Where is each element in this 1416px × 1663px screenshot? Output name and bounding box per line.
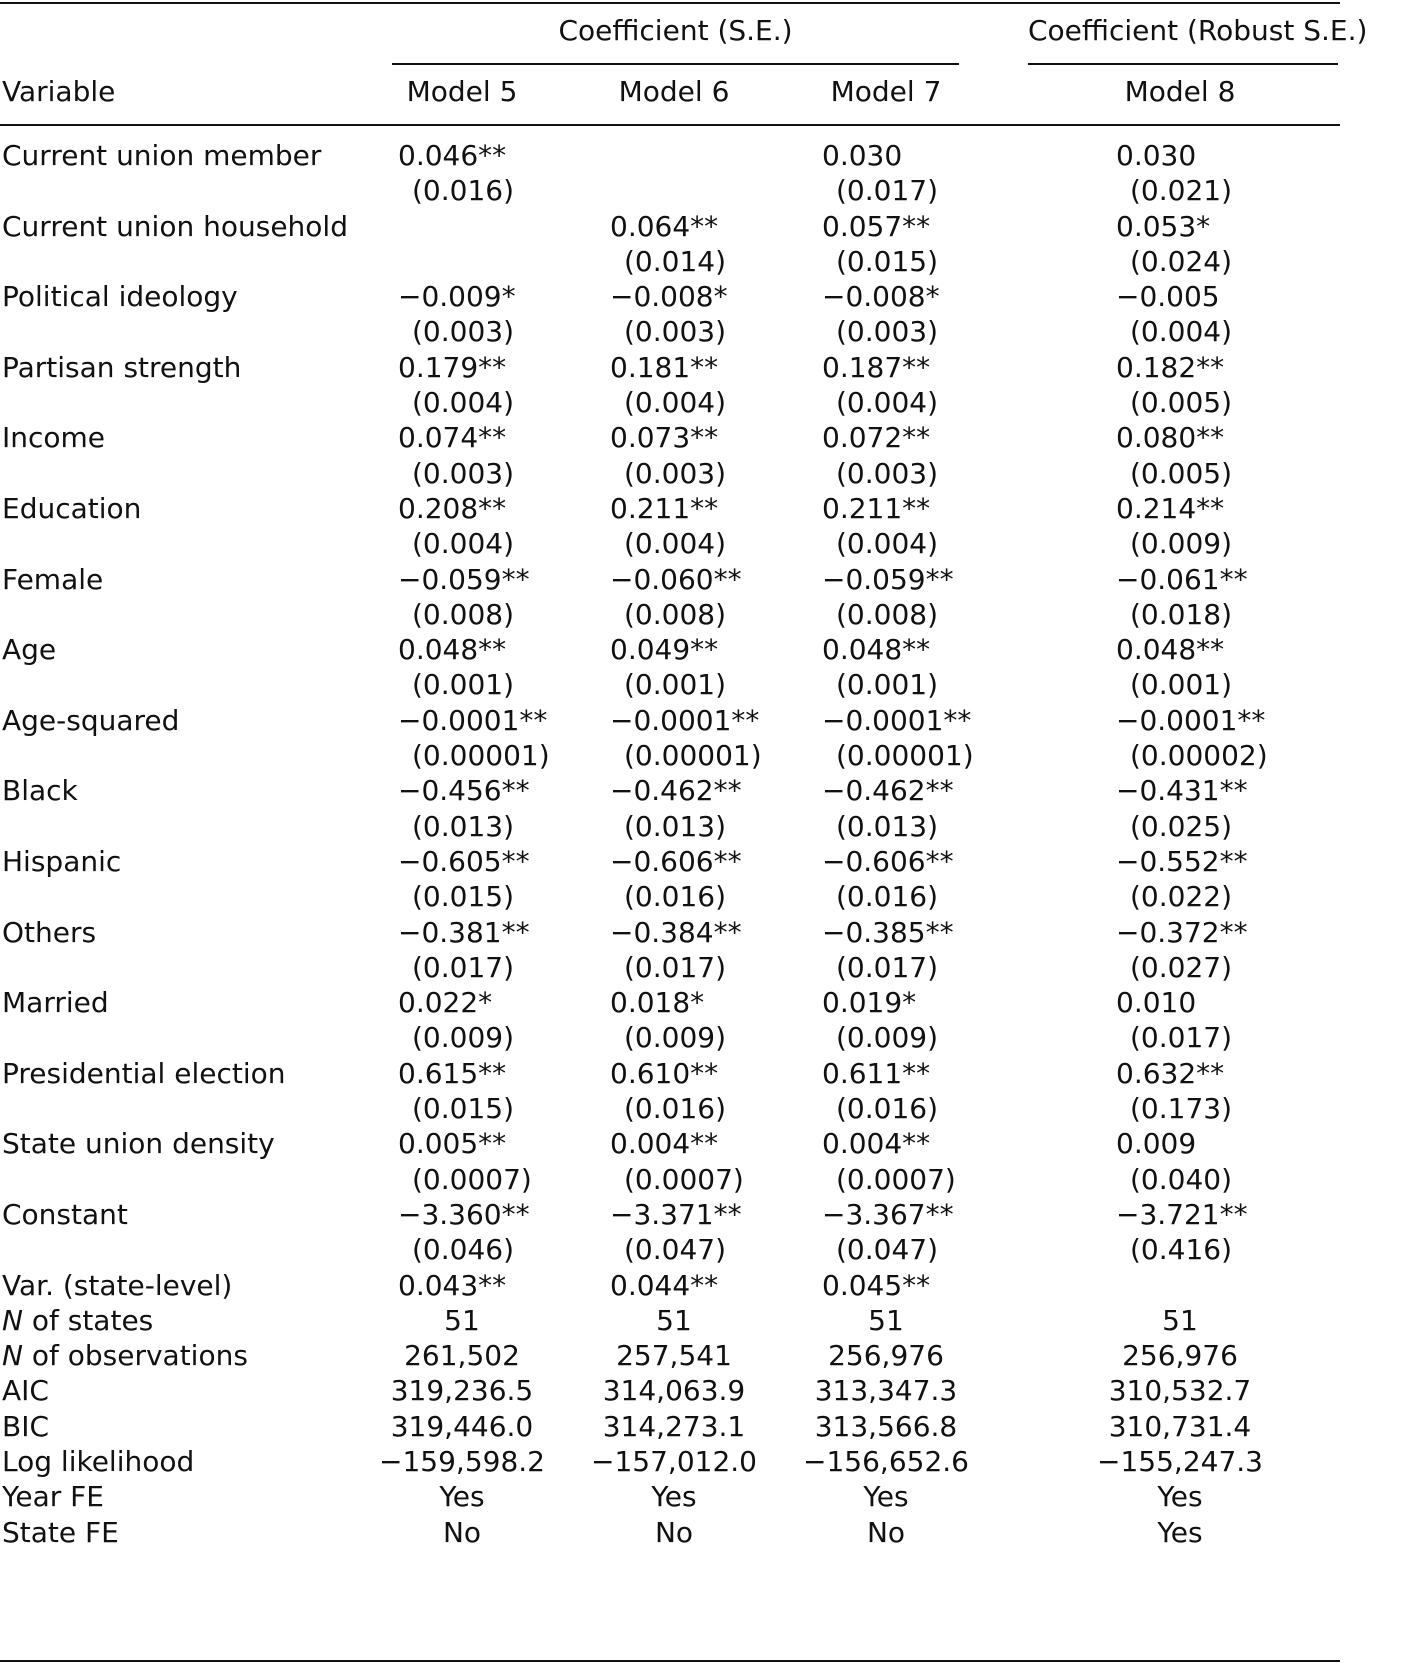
statistic-value: Yes <box>1157 1515 1203 1549</box>
statistic-label: N of states <box>2 1303 154 1337</box>
standard-error-cell: (0.00001) <box>412 739 550 773</box>
coefficient-cell: −0.456** <box>398 774 530 808</box>
coefficient-line <box>0 1197 1340 1232</box>
coefficient-line <box>0 844 1340 879</box>
standard-error-cell: (0.004) <box>412 386 515 420</box>
standard-error-cell: (0.018) <box>1130 597 1233 631</box>
standard-error-cell: (0.016) <box>836 1092 939 1126</box>
variable-label: Black <box>2 774 78 808</box>
standard-error-line <box>0 879 1340 914</box>
table-row <box>0 420 1340 491</box>
standard-error-cell: (0.004) <box>1130 315 1233 349</box>
coefficient-cell: 0.030 <box>1116 139 1197 172</box>
standard-error-cell: (0.013) <box>624 809 727 843</box>
variable-label: Married <box>2 986 109 1020</box>
coefficient-cell: −0.462** <box>822 774 954 808</box>
group-header-robust-se: Coefficient (Robust S.E.) <box>1028 14 1368 47</box>
group-header-se: Coefficient (S.E.) <box>558 14 793 47</box>
standard-error-cell: (0.173) <box>1130 1092 1233 1126</box>
standard-error-cell: (0.046) <box>412 1233 515 1267</box>
coefficient-cell: −0.552** <box>1116 844 1248 878</box>
standard-error-cell: (0.017) <box>624 950 727 984</box>
coefficient-line <box>0 703 1340 738</box>
bottom-rule <box>0 1660 1340 1662</box>
header-rule <box>0 124 1340 126</box>
standard-error-cell: (0.015) <box>412 1092 515 1126</box>
coefficient-cell: −0.008* <box>822 280 940 314</box>
standard-error-line <box>0 950 1340 985</box>
coefficient-line <box>0 985 1340 1020</box>
statistic-label: Log likelihood <box>2 1444 195 1478</box>
standard-error-cell: (0.008) <box>624 597 727 631</box>
statistic-value: 313,347.3 <box>814 1374 958 1408</box>
statistic-value: 314,063.9 <box>602 1374 746 1408</box>
variable-label: Education <box>2 491 142 525</box>
statistic-value: 313,566.8 <box>814 1409 958 1443</box>
variable-label: Political ideology <box>2 280 238 314</box>
coefficient-cell: 0.030 <box>822 139 903 172</box>
coefficient-cell: 0.611** <box>822 1056 931 1090</box>
standard-error-line <box>0 667 1340 702</box>
table-row <box>0 562 1340 633</box>
coefficient-cell: 0.048** <box>398 633 507 667</box>
standard-error-cell: (0.017) <box>1130 1021 1233 1055</box>
coefficient-cell: 0.045** <box>822 1268 931 1302</box>
standard-error-cell: (0.004) <box>412 527 515 561</box>
coefficient-cell: 0.072** <box>822 421 931 455</box>
standard-error-line <box>0 597 1340 632</box>
standard-error-line <box>0 173 1340 208</box>
standard-error-cell: (0.0007) <box>412 1162 532 1196</box>
statistic-value: Yes <box>651 1480 697 1514</box>
coefficient-cell: −0.0001** <box>398 703 548 737</box>
statistic-label: BIC <box>2 1409 50 1443</box>
standard-error-line <box>0 314 1340 349</box>
table-row <box>0 773 1340 844</box>
standard-error-cell: (0.009) <box>836 1021 939 1055</box>
standard-error-line <box>0 526 1340 561</box>
coefficient-cell: 0.211** <box>822 491 931 525</box>
coefficient-cell: −0.060** <box>610 562 742 596</box>
coefficient-cell: 0.179** <box>398 350 507 384</box>
standard-error-cell: (0.009) <box>624 1021 727 1055</box>
statistic-value: 310,532.7 <box>1108 1374 1252 1408</box>
variable-label: Age-squared <box>2 703 180 737</box>
coefficient-cell: −3.360** <box>398 1197 530 1231</box>
statistic-value: 51 <box>656 1303 692 1337</box>
standard-error-cell: (0.024) <box>1130 244 1233 278</box>
coefficient-line <box>0 350 1340 385</box>
coefficient-cell: 0.046** <box>398 139 507 172</box>
coefficient-cell: 0.019* <box>822 986 917 1020</box>
column-header-model-5: Model 5 <box>406 75 518 108</box>
table-row <box>0 915 1340 986</box>
column-header-model-6: Model 6 <box>618 75 730 108</box>
standard-error-cell: (0.003) <box>624 315 727 349</box>
coefficient-cell: 0.208** <box>398 491 507 525</box>
variable-label: Current union household <box>2 209 348 243</box>
standard-error-cell: (0.013) <box>412 809 515 843</box>
table-row <box>0 1056 1340 1127</box>
italic-n: N <box>2 1303 23 1337</box>
italic-n: N <box>2 1339 23 1373</box>
coefficient-cell: 0.005** <box>398 1127 507 1161</box>
standard-error-cell: (0.008) <box>836 597 939 631</box>
coefficient-cell: 0.632** <box>1116 1056 1225 1090</box>
coefficient-line <box>0 138 1340 173</box>
table-row <box>0 491 1340 562</box>
statistic-value: Yes <box>1157 1480 1203 1514</box>
standard-error-cell: (0.003) <box>836 315 939 349</box>
coefficient-cell: 0.074** <box>398 421 507 455</box>
statistic-value: −157,012.0 <box>591 1444 757 1478</box>
statistic-label: AIC <box>2 1374 49 1408</box>
table-row <box>0 209 1340 280</box>
standard-error-cell: (0.003) <box>412 315 515 349</box>
standard-error-cell: (0.009) <box>412 1021 515 1055</box>
standard-error-cell: (0.017) <box>836 950 939 984</box>
coefficient-cell: −0.059** <box>398 562 530 596</box>
statistic-value: 314,273.1 <box>602 1409 746 1443</box>
coefficient-cell: −3.721** <box>1116 1197 1248 1231</box>
statistic-value: 310,731.4 <box>1108 1409 1252 1443</box>
standard-error-cell: (0.003) <box>836 456 939 490</box>
coefficient-cell: 0.211** <box>610 491 719 525</box>
coefficient-cell: 0.004** <box>610 1127 719 1161</box>
standard-error-cell: (0.004) <box>836 386 939 420</box>
standard-error-cell: (0.004) <box>624 527 727 561</box>
table-row <box>0 632 1340 703</box>
coefficient-line <box>0 1126 1340 1161</box>
standard-error-cell: (0.017) <box>412 950 515 984</box>
coefficient-cell: 0.182** <box>1116 350 1225 384</box>
variable-label: Age <box>2 633 57 667</box>
statistic-label: Year FE <box>2 1480 104 1514</box>
variable-label: Others <box>2 915 97 949</box>
standard-error-cell: (0.016) <box>624 1092 727 1126</box>
coefficient-cell: 0.048** <box>822 633 931 667</box>
statistic-value: No <box>442 1515 482 1549</box>
standard-error-cell: (0.016) <box>836 880 939 914</box>
coefficient-cell: 0.073** <box>610 421 719 455</box>
standard-error-cell: (0.001) <box>412 668 515 702</box>
statistic-value: No <box>654 1515 694 1549</box>
variable-label: Current union member <box>2 139 322 172</box>
coefficient-cell: −0.0001** <box>822 703 972 737</box>
statistic-value: −159,598.2 <box>379 1444 545 1478</box>
statistic-value: −155,247.3 <box>1097 1444 1263 1478</box>
coefficient-cell: −0.061** <box>1116 562 1248 596</box>
standard-error-line <box>0 1232 1340 1267</box>
coefficient-line <box>0 1056 1340 1091</box>
standard-error-cell: (0.001) <box>1130 668 1233 702</box>
coefficient-cell: 0.044** <box>610 1268 719 1302</box>
coefficient-line <box>0 915 1340 950</box>
standard-error-cell: (0.009) <box>1130 527 1233 561</box>
standard-error-cell: (0.016) <box>624 880 727 914</box>
coefficient-cell: 0.053* <box>1116 209 1211 243</box>
coefficient-line <box>0 562 1340 597</box>
standard-error-line <box>0 244 1340 279</box>
statistic-value: Yes <box>863 1480 909 1514</box>
standard-error-line <box>0 456 1340 491</box>
statistic-value: 261,502 <box>404 1339 520 1373</box>
top-rule <box>0 2 1340 4</box>
table-row <box>0 279 1340 350</box>
column-header-variable: Variable <box>2 75 116 108</box>
standard-error-cell: (0.047) <box>624 1233 727 1267</box>
table-row <box>0 350 1340 421</box>
standard-error-cell: (0.015) <box>836 244 939 278</box>
coefficient-line <box>0 420 1340 455</box>
coefficient-cell: −0.385** <box>822 915 954 949</box>
variable-label: Income <box>2 421 106 455</box>
coefficient-cell: 0.214** <box>1116 491 1225 525</box>
variable-label: Var. (state-level) <box>2 1268 233 1302</box>
coefficient-line <box>0 279 1340 314</box>
table-row <box>0 1409 1340 1444</box>
variable-label: State union density <box>2 1127 275 1161</box>
variable-label: Female <box>2 562 104 596</box>
coefficient-cell: −0.381** <box>398 915 530 949</box>
group-rule-se <box>392 63 959 65</box>
coefficient-cell: 0.048** <box>1116 633 1225 667</box>
statistic-value: No <box>866 1515 906 1549</box>
standard-error-line <box>0 385 1340 420</box>
standard-error-cell: (0.022) <box>1130 880 1233 914</box>
standard-error-cell: (0.004) <box>836 527 939 561</box>
standard-error-line <box>0 1020 1340 1055</box>
coefficient-cell: −0.606** <box>822 844 954 878</box>
standard-error-cell: (0.00001) <box>836 739 974 773</box>
group-rule-robust <box>1028 63 1338 65</box>
coefficient-cell: 0.187** <box>822 350 931 384</box>
table-row <box>0 1444 1340 1479</box>
statistic-label: N of observations <box>2 1339 248 1373</box>
statistic-value: 51 <box>1162 1303 1198 1337</box>
coefficient-cell: 0.043** <box>398 1268 507 1302</box>
coefficient-line <box>0 209 1340 244</box>
coefficient-line <box>0 773 1340 808</box>
coefficient-cell: 0.022* <box>398 986 493 1020</box>
variable-label: Hispanic <box>2 844 122 878</box>
standard-error-cell: (0.047) <box>836 1233 939 1267</box>
coefficient-cell: −0.606** <box>610 844 742 878</box>
standard-error-cell: (0.013) <box>836 809 939 843</box>
coefficient-cell: 0.049** <box>610 633 719 667</box>
standard-error-cell: (0.025) <box>1130 809 1233 843</box>
standard-error-cell: (0.008) <box>412 597 515 631</box>
table-row <box>0 703 1340 774</box>
standard-error-cell: (0.0007) <box>624 1162 744 1196</box>
table-row <box>0 1197 1340 1268</box>
coefficient-cell: 0.018* <box>610 986 705 1020</box>
coefficient-cell: −0.605** <box>398 844 530 878</box>
coefficient-cell: −3.367** <box>822 1197 954 1231</box>
statistic-value: −156,652.6 <box>803 1444 969 1478</box>
table-row <box>0 1479 1340 1514</box>
coefficient-cell: −0.059** <box>822 562 954 596</box>
coefficient-cell: −0.462** <box>610 774 742 808</box>
coefficient-cell: 0.615** <box>398 1056 507 1090</box>
coefficient-cell: −0.009* <box>398 280 516 314</box>
table-row <box>0 138 1340 209</box>
standard-error-cell: (0.016) <box>412 174 515 208</box>
standard-error-line <box>0 1162 1340 1197</box>
standard-error-cell: (0.00001) <box>624 739 762 773</box>
coefficient-cell: −0.431** <box>1116 774 1248 808</box>
table-row <box>0 1303 1340 1338</box>
standard-error-cell: (0.003) <box>412 456 515 490</box>
coefficient-cell: 0.057** <box>822 209 931 243</box>
table-row <box>0 844 1340 915</box>
standard-error-line <box>0 809 1340 844</box>
standard-error-cell: (0.003) <box>624 456 727 490</box>
column-header-model-7: Model 7 <box>830 75 942 108</box>
table-row <box>0 985 1340 1056</box>
coefficient-cell: 0.610** <box>610 1056 719 1090</box>
standard-error-cell: (0.005) <box>1130 456 1233 490</box>
table-row <box>0 1338 1340 1373</box>
statistic-value: 51 <box>444 1303 480 1337</box>
standard-error-cell: (0.017) <box>836 174 939 208</box>
statistic-value: 257,541 <box>616 1339 732 1373</box>
table-row <box>0 1515 1340 1550</box>
statistic-value: 319,236.5 <box>390 1374 534 1408</box>
coefficient-cell: −0.0001** <box>1116 703 1266 737</box>
table-row <box>0 1373 1340 1408</box>
coefficient-cell: 0.004** <box>822 1127 931 1161</box>
standard-error-cell: (0.014) <box>624 244 727 278</box>
table-row <box>0 1126 1340 1197</box>
coefficient-cell: 0.009 <box>1116 1127 1197 1161</box>
standard-error-cell: (0.0007) <box>836 1162 956 1196</box>
coefficient-cell: −0.008* <box>610 280 728 314</box>
table-body <box>0 138 1340 1550</box>
statistic-value: 319,446.0 <box>390 1409 534 1443</box>
statistic-label: State FE <box>2 1515 119 1549</box>
standard-error-cell: (0.001) <box>836 668 939 702</box>
standard-error-cell: (0.416) <box>1130 1233 1233 1267</box>
standard-error-line <box>0 1091 1340 1126</box>
coefficient-cell: −0.372** <box>1116 915 1248 949</box>
standard-error-cell: (0.021) <box>1130 174 1233 208</box>
standard-error-cell: (0.004) <box>624 386 727 420</box>
coefficient-cell: 0.010 <box>1116 986 1197 1020</box>
variable-label: Presidential election <box>2 1056 286 1090</box>
standard-error-cell: (0.00002) <box>1130 739 1268 773</box>
standard-error-cell: (0.027) <box>1130 950 1233 984</box>
coefficient-line <box>0 632 1340 667</box>
variable-label: Partisan strength <box>2 350 242 384</box>
standard-error-cell: (0.040) <box>1130 1162 1233 1196</box>
statistic-value: 256,976 <box>1122 1339 1238 1373</box>
standard-error-cell: (0.001) <box>624 668 727 702</box>
coefficient-cell: −0.005 <box>1116 280 1220 314</box>
table-row <box>0 1268 1340 1303</box>
standard-error-line <box>0 738 1340 773</box>
coefficient-cell: −0.384** <box>610 915 742 949</box>
statistic-value: 51 <box>868 1303 904 1337</box>
standard-error-cell: (0.005) <box>1130 386 1233 420</box>
coefficient-cell: 0.064** <box>610 209 719 243</box>
statistic-value: Yes <box>439 1480 485 1514</box>
coefficient-cell: −0.0001** <box>610 703 760 737</box>
standard-error-cell: (0.015) <box>412 880 515 914</box>
column-header-model-8: Model 8 <box>1124 75 1236 108</box>
statistic-value: 256,976 <box>828 1339 944 1373</box>
coefficient-line <box>0 491 1340 526</box>
coefficient-cell: 0.080** <box>1116 421 1225 455</box>
variable-label: Constant <box>2 1197 128 1231</box>
coefficient-cell: −3.371** <box>610 1197 742 1231</box>
coefficient-cell: 0.181** <box>610 350 719 384</box>
